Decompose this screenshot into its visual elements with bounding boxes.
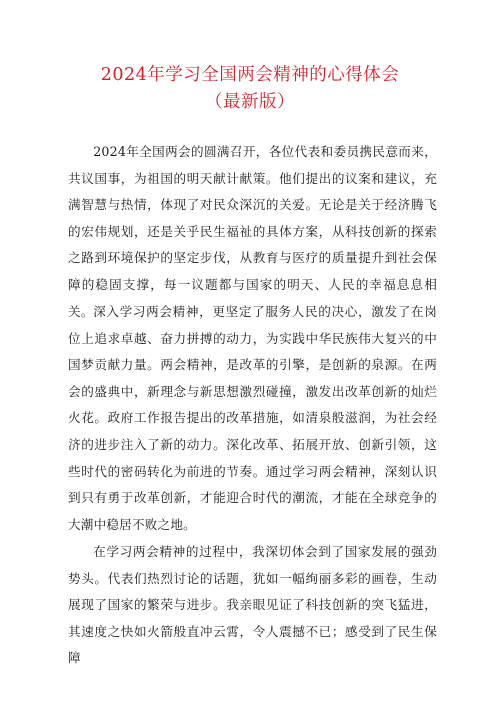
document-subtitle: （最新版） — [205, 92, 295, 112]
paragraph-3 — [68, 539, 437, 672]
paragraph-text: 在学习两会精神的过程中，我深切体会到了国家发展的强劲势头。代表们热烈讨论的话题，犹如一幅绚丽多彩的画卷，生动展现了国家的繁荣与进步。我亲眼见证了科技创新的突飞猛进，其速度之快如火箭般直冲云霄，令人震撼不已；感受到了民生保障 — [68, 544, 437, 666]
paragraph-1 — [68, 139, 437, 325]
paragraph-2 — [68, 299, 437, 538]
paragraph-text: 2024年全国两会的圆满召开，各位代表和委员携民意而来，共议国事，为祖国的明天献计献策。他们提出的议案和建议，充满智慧与热情，体现了对民众深沉的关爱。无论是关于经济腾飞的宏伟规划，还是关乎民生福祉的具体方案，从科技创新的探索之路到环境保护的坚定步伐，从教育与医疗的质量提升到社会保障的稳固支撑，每一议题都与国家的明天、人民的幸福息息相关。 — [68, 144, 437, 319]
document-title: 2024年学习全国两会精神的心得体会 — [100, 65, 400, 85]
paragraph-text: 深入学习两会精神，更坚定了服务人民的决心，激发了在岗位上追求卓越、奋力拼搏的动力，为实践中华民族伟大复兴的中国梦贡献力量。两会精神，是改革的引擎，是创新的泉源。在两会的盛典中，新理念与新思想激烈碰撞，激发出改革创新的灿烂火花。政府工作报告提出的改革措施，如清泉般滋润，为社会经济的进步注入了新的动力。深化改革、拓展开放、创新引领，这些时代的密码转化为前进的节奏。通过学习两会精神，深刻认识到只有勇于改革创新，才能迎合时代的潮流，才能在全球竞争的大潮中稳居不败之地。 — [68, 304, 437, 532]
